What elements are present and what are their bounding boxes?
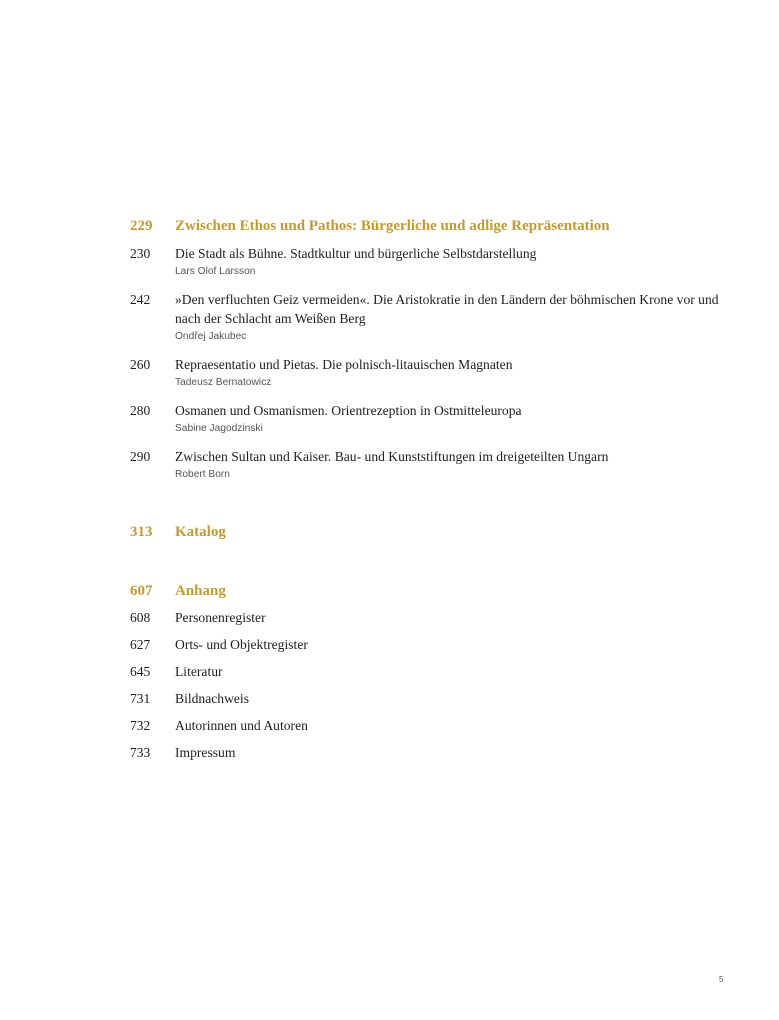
toc-entry[interactable] [0,743,779,762]
toc-heading-title: Zwischen Ethos und Pathos: Bürgerliche und adlige Repräsentation [175,218,610,234]
toc-entry[interactable] [0,662,779,681]
toc-entry-page: 608 [130,610,151,625]
toc-entry-title: Orts- und Objektregister [175,637,308,652]
toc-heading-page: 313 [130,524,153,540]
toc-entry-page: 242 [130,292,151,307]
toc-heading[interactable] [0,216,779,236]
toc-entry[interactable] [0,635,779,654]
toc-entry-title: Impressum [175,745,236,760]
toc-heading-title: Anhang [175,583,226,599]
toc-entry-page: 627 [130,637,151,652]
toc-entry-title: Zwischen Sultan und Kaiser. Bau- und Kunststiftungen im dreigeteilten Ungarn [175,449,609,464]
toc-entry[interactable] [0,608,779,627]
toc-section-katalog [0,522,779,542]
toc-entry[interactable] [0,355,779,390]
toc-entry-page: 260 [130,357,151,372]
toc-entry[interactable] [0,244,779,279]
toc-entry-title: »Den verfluchten Geiz vermeiden«. Die Aristokratie in den Ländern der böhmischen Krone vor und nach der Schlacht am Weißen Berg [175,292,719,326]
toc-entry[interactable] [0,689,779,708]
page-number: 5 [719,975,724,984]
toc-entry[interactable] [0,401,779,436]
toc-heading[interactable] [0,581,779,601]
toc-entry-title: Die Stadt als Bühne. Stadtkultur und bürgerliche Selbstdarstellung [175,246,537,261]
toc-entry-page: 230 [130,246,151,261]
toc-entry-author: Sabine Jagodzinski [175,423,263,434]
toc-entry-page: 280 [130,403,151,418]
toc-section-anhang [0,581,779,762]
toc-entry-title: Bildnachweis [175,691,249,706]
toc-entry-author: Tadeusz Bernatowicz [175,377,272,388]
toc-heading-page: 607 [130,583,153,599]
toc-entry-title: Autorinnen und Autoren [175,718,308,733]
toc-entry-title: Osmanen und Osmanismen. Orientrezeption in Ostmitteleuropa [175,403,522,418]
toc-entry-page: 733 [130,745,151,760]
toc-section-ethos-pathos [0,216,779,482]
toc-heading-title: Katalog [175,524,226,540]
toc-entry-title: Literatur [175,664,223,679]
toc-entry[interactable] [0,290,779,344]
toc-entry-author: Robert Born [175,469,230,480]
toc-entry-page: 290 [130,449,151,464]
toc-heading[interactable] [0,522,779,542]
toc-entry[interactable] [0,716,779,735]
toc-entry-title: Personenregister [175,610,266,625]
toc-heading-page: 229 [130,218,153,234]
toc-entry-author: Ondřej Jakubec [175,331,247,342]
toc-entry-page: 731 [130,691,151,706]
toc-entry-author: Lars Olof Larsson [175,266,256,277]
toc-entry-page: 645 [130,664,151,679]
toc-entry[interactable] [0,447,779,482]
toc-entry-page: 732 [130,718,151,733]
toc-entry-title: Repraesentatio und Pietas. Die polnisch-litauischen Magnaten [175,357,513,372]
